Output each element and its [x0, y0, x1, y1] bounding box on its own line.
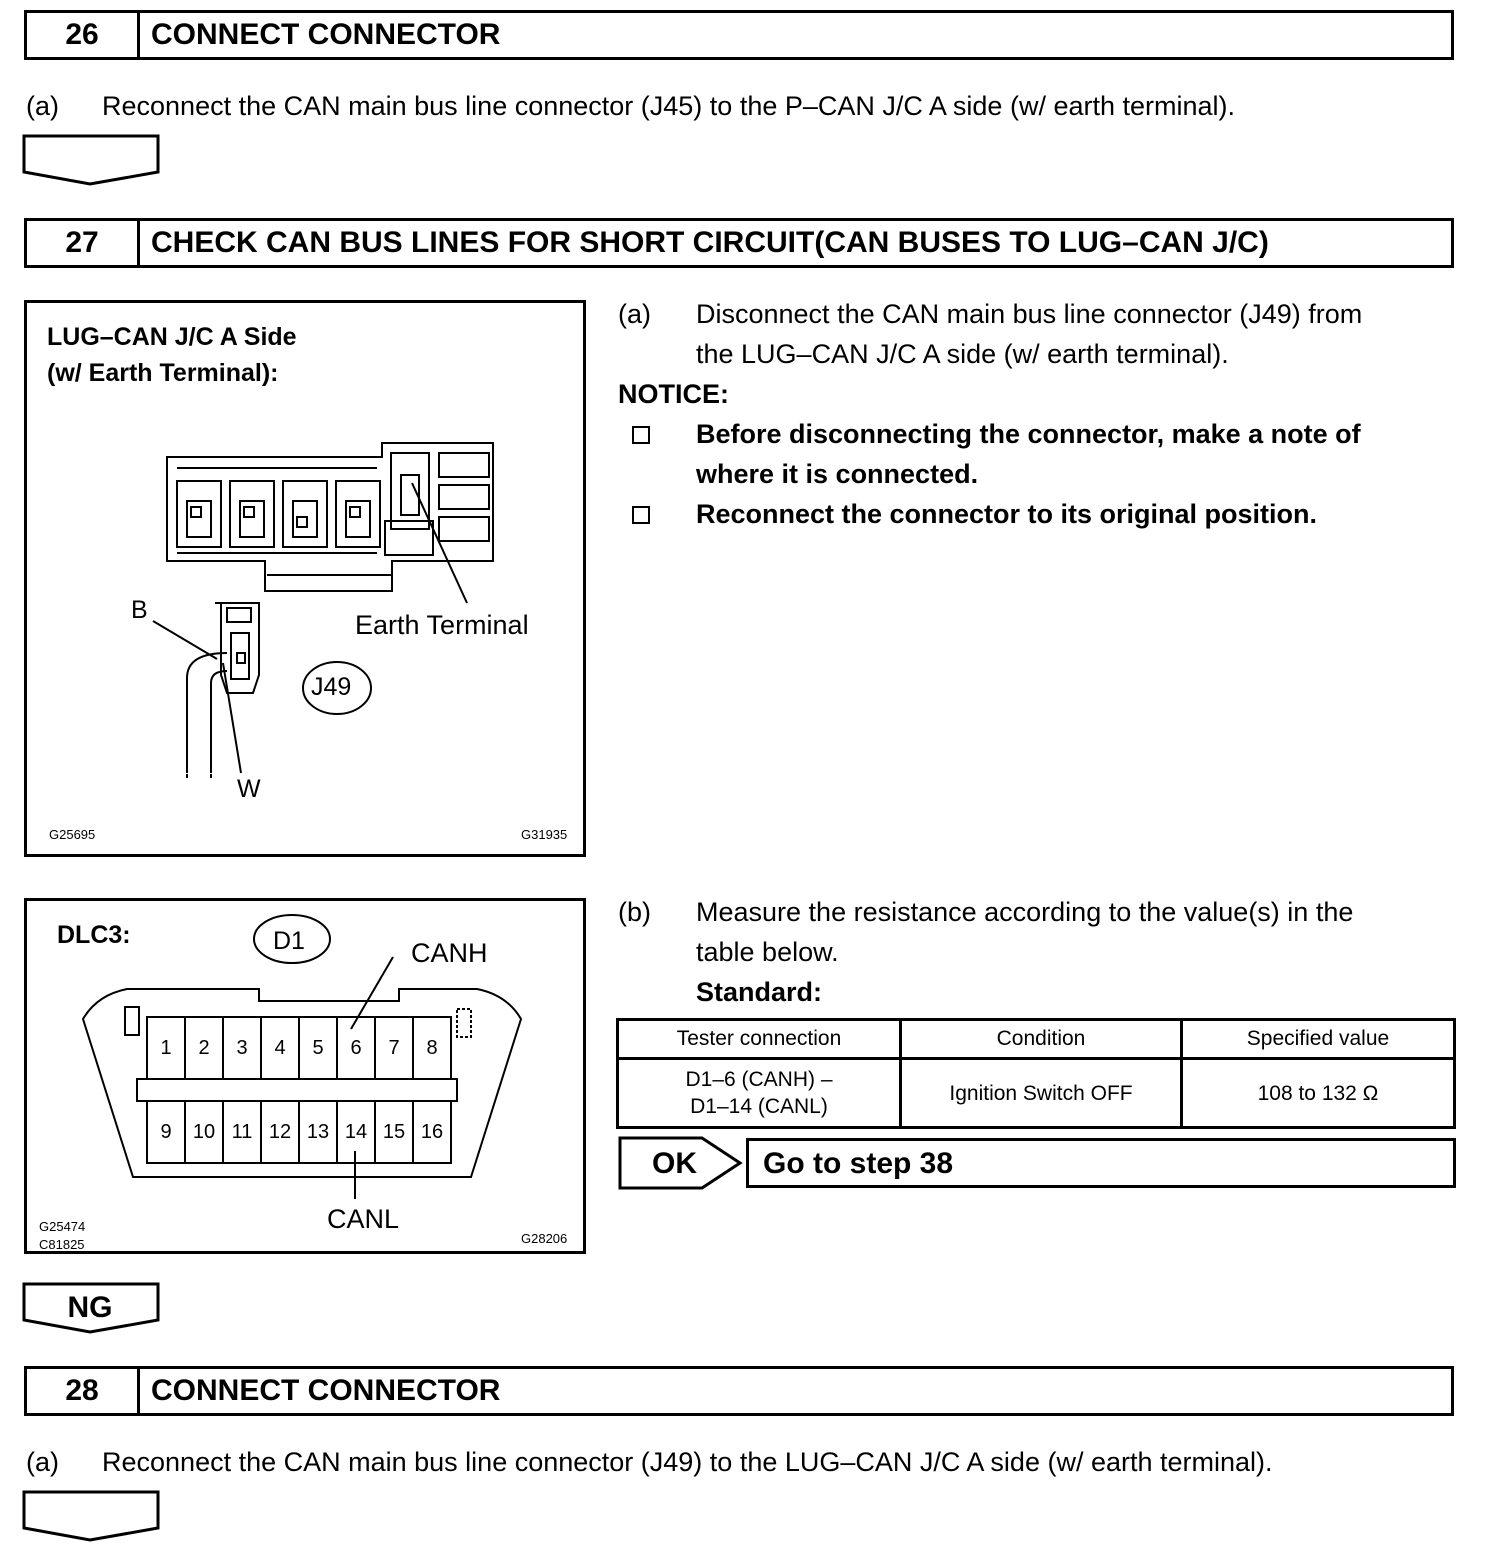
ng-label: NG — [67, 1291, 113, 1324]
table-header-row — [618, 1020, 1455, 1059]
pin-number: 2 — [198, 1037, 210, 1059]
pin-number: 7 — [388, 1037, 400, 1059]
label-connector-d1: D1 — [273, 927, 305, 955]
pin-number: 6 — [350, 1037, 362, 1059]
step-27-header — [24, 218, 1454, 268]
item-label: (a) — [618, 299, 651, 329]
pins-top-row — [147, 1023, 451, 1073]
pin-number: 3 — [236, 1037, 248, 1059]
pins-bottom-row — [147, 1107, 451, 1157]
figure-title-line1: LUG–CAN J/C A Side — [47, 323, 297, 351]
specified-value-cell: 108 to 132 Ω — [1182, 1059, 1455, 1128]
notice-checkbox-icon — [632, 426, 650, 444]
condition-cell: Ignition Switch OFF — [901, 1059, 1182, 1128]
item-label: (a) — [26, 91, 59, 121]
step-number: 28 — [27, 1369, 140, 1413]
column-header: Specified value — [1182, 1020, 1455, 1059]
figure-code: G31935 — [521, 827, 568, 842]
pin-number: 12 — [268, 1121, 292, 1143]
notice-text: Before disconnecting the connector, make a note of — [696, 419, 1361, 449]
cell-line: D1–6 (CANH) – — [685, 1068, 833, 1091]
pin-number: 8 — [426, 1037, 438, 1059]
table-row — [618, 1059, 1455, 1128]
step-26-header — [24, 10, 1454, 60]
step-title: CHECK CAN BUS LINES FOR SHORT CIRCUIT(CAN BUSES TO LUG–CAN J/C) — [151, 226, 1269, 259]
label-canh: CANH — [411, 938, 488, 968]
label-earth-terminal: Earth Terminal — [355, 610, 529, 640]
pin-number: 13 — [306, 1121, 330, 1143]
pin-number: 1 — [160, 1037, 172, 1059]
pin-number: 15 — [382, 1121, 406, 1143]
column-header: Condition — [901, 1020, 1182, 1059]
figure-title: DLC3: — [57, 921, 131, 949]
notice-label: NOTICE: — [618, 379, 729, 409]
item-text: Reconnect the CAN main bus line connector (J45) to the P–CAN J/C A side (w/ earth terminal). — [102, 91, 1236, 121]
figure-code: G25474 — [39, 1219, 86, 1234]
column-header: Tester connection — [618, 1020, 901, 1059]
dlc3-connector-figure — [24, 898, 586, 1254]
ok-action-text: Go to step 38 — [763, 1147, 954, 1180]
item-text: the LUG–CAN J/C A side (w/ earth terminal). — [696, 339, 1229, 369]
step-28-header — [24, 1366, 1454, 1416]
ok-action-box — [746, 1138, 1456, 1188]
label-w: W — [237, 775, 261, 803]
step-number: 26 — [27, 13, 140, 57]
connector-slot-icon — [177, 481, 380, 547]
step-number: 27 — [27, 221, 140, 265]
item-text: Measure the resistance according to the value(s) in the — [696, 897, 1354, 927]
notice-text: Reconnect the connector to its original position. — [696, 499, 1318, 529]
tester-connection-cell — [618, 1059, 901, 1128]
standard-label: Standard: — [696, 977, 823, 1007]
item-label: (a) — [26, 1447, 59, 1477]
item-label: (b) — [618, 897, 651, 927]
step-title: CONNECT CONNECTOR — [151, 1374, 501, 1407]
pin-number: 14 — [344, 1121, 368, 1143]
label-b: B — [131, 596, 148, 624]
item-text: Disconnect the CAN main bus line connector (J49) from — [696, 299, 1363, 329]
item-text: table below. — [696, 937, 839, 967]
next-arrow-icon — [22, 134, 162, 188]
step-title: CONNECT CONNECTOR — [151, 18, 501, 51]
next-arrow-icon — [22, 1490, 162, 1544]
figure-code: G28206 — [521, 1231, 568, 1246]
figure-code: G25695 — [49, 827, 96, 842]
notice-text: where it is connected. — [696, 459, 979, 489]
notice-checkbox-icon — [632, 506, 650, 524]
figure-title-line2: (w/ Earth Terminal): — [47, 359, 279, 387]
pin-number: 16 — [420, 1121, 444, 1143]
label-connector-j49: J49 — [311, 673, 352, 701]
item-text: Reconnect the CAN main bus line connector (J49) to the LUG–CAN J/C A side (w/ earth terminal). — [102, 1447, 1273, 1477]
label-canl: CANL — [327, 1204, 400, 1234]
pin-number: 10 — [192, 1121, 216, 1143]
pin-number: 4 — [274, 1037, 286, 1059]
lug-can-connector-figure — [24, 300, 586, 857]
cell-line: D1–14 (CANL) — [690, 1095, 828, 1118]
pin-number: 9 — [160, 1121, 172, 1143]
figure-code: C81825 — [39, 1237, 85, 1252]
pin-number: 11 — [231, 1121, 253, 1143]
ok-label: OK — [652, 1147, 697, 1180]
specification-table — [616, 1018, 1456, 1129]
pin-number: 5 — [312, 1037, 324, 1059]
